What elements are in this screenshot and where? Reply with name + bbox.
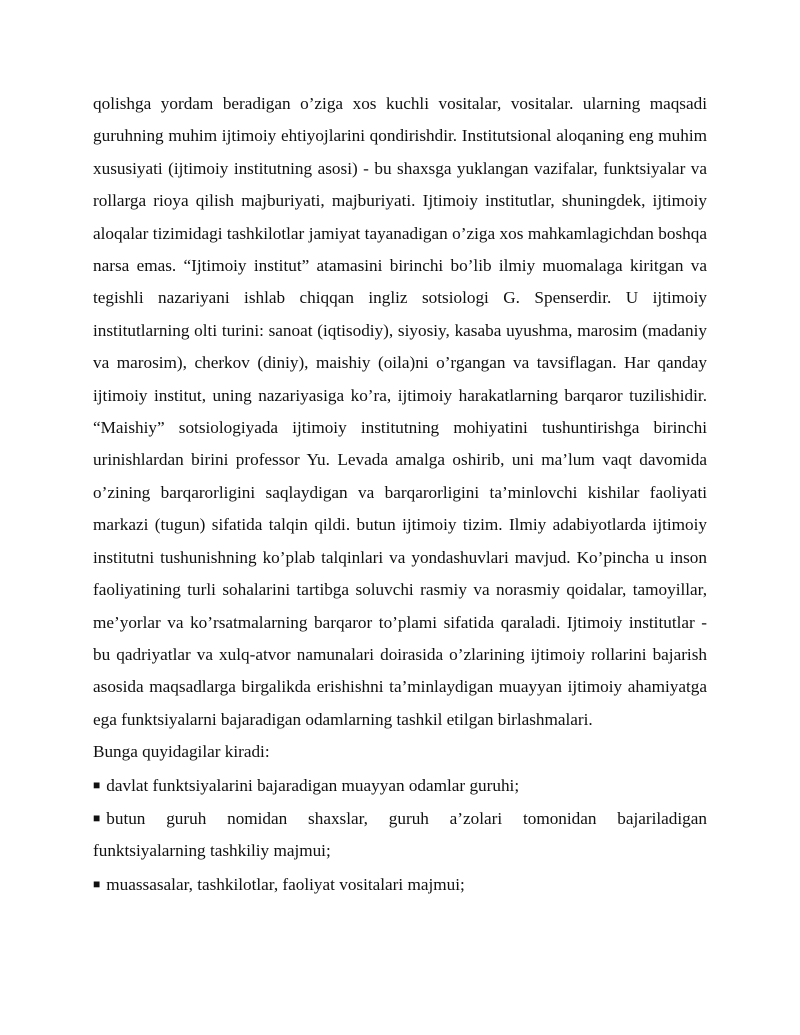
list-item-text: butun guruh nomidan shaxslar, guruh a’zolari tomonidan bajariladigan funktsiyalarning tashkiliy majmui; [93, 808, 707, 861]
list-item-text: muassasalar, tashkilotlar, faoliyat vositalari majmui; [106, 874, 465, 894]
bullet-list [93, 769, 707, 902]
body-paragraph: qolishga yordam beradigan o’ziga xos kuchli vositalar, vositalar. ularning maqsadi guruhning muhim ijtimoiy ehtiyojlarini qondirishdir. Institutsional aloqaning eng muhim xususiyati (ijtimoiy institutning asosi) - bu shaxsga yuklangan vazifalar, funktsiyalar va rollarga rioya qilish majburiyati, majburiyati. Ijtimoiy institutlar, shuningdek, ijtimoiy aloqalar tizimidagi tashkilotlar jamiyat tayanadigan o’ziga xos mahkamlagichdan boshqa narsa emas. “Ijtimoiy institut” atamasini birinchi bo’lib ilmiy muomalaga kiritgan va tegishli nazariyani ishlab chiqqan ingliz sotsiologi G. Spenserdir. U ijtimoiy institutlarning olti turini: sanoat (iqtisodiy), siyosiy, kasaba uyushma, marosim (madaniy va marosim), cherkov (diniy), maishiy (oila)ni o’rgangan va tavsiflagan. Har qanday ijtimoiy institut, uning nazariyasiga ko’ra, ijtimoiy harakatlarning barqaror tuzilishidir. “Maishiy” sotsiologiyada ijtimoiy institutning mohiyatini tushuntirishga birinchi urinishlardan birini professor Yu. Levada amalga oshirib, uni ma’lum vaqt davomida o’zining barqarorligini saqlaydigan va barqarorligini ta’minlovchi kishilar faoliyati markazi (tugun) sifatida talqin qildi. butun ijtimoiy tizim. Ilmiy adabiyotlarda ijtimoiy institutni tushunishning ko’plab talqinlari va yondashuvlari mavjud. Ko’pincha u inson faoliyatining turli sohalarini tartibga soluvchi rasmiy va norasmiy qoidalar, tamoyillar, me’yorlar va ko’rsatmalarning barqaror to’plami sifatida qaraladi. Ijtimoiy institutlar - bu qadriyatlar va xulq-atvor namunalari doirasida o’zlarining ijtimoiy rollarini bajarish asosida maqsadlarga birgalikda erishishni ta’minlaydigan muayyan ijtimoiy ahamiyatga ega funktsiyalarni bajaradigan odamlarning tashkil etilgan birlashmalari. [93, 94, 707, 729]
list-item [93, 868, 707, 901]
list-item [93, 769, 707, 802]
square-bullet-icon: ■ [93, 876, 101, 891]
list-intro: Bunga quyidagilar kiradi: [93, 742, 270, 762]
list-item-text: davlat funktsiyalarini bajaradigan muayyan odamlar guruhi; [106, 775, 520, 795]
square-bullet-icon: ■ [93, 810, 101, 825]
square-bullet-icon: ■ [93, 777, 101, 792]
list-item [93, 802, 707, 868]
document-page [93, 88, 707, 901]
